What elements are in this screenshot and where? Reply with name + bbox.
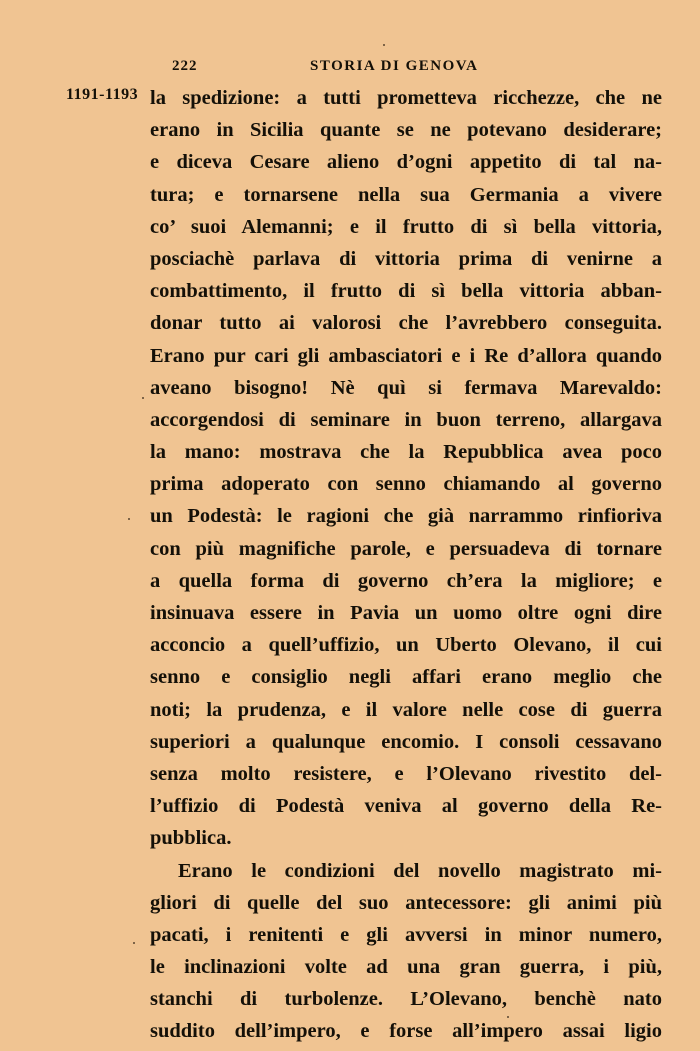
text-line: posciachè parlava di vittoria prima di venirne a bbox=[150, 247, 662, 270]
text-line: un Podestà: le ragioni che già narrammo rinfioriva bbox=[150, 505, 662, 528]
text-line: tura; e tornarsene nella sua Germania a vivere bbox=[150, 183, 662, 206]
text-line: prima adoperato con senno chiamando al governo bbox=[150, 473, 662, 496]
text-line: la spedizione: a tutti prometteva ricchezze, che ne bbox=[150, 87, 662, 109]
text-line: superiori a qualunque encomio. I consoli cessavano bbox=[150, 730, 662, 753]
paper-speck bbox=[507, 1016, 509, 1018]
paper-speck bbox=[142, 397, 144, 399]
text-line: insinuava essere in Pavia un uomo oltre ogni dire bbox=[150, 602, 662, 624]
text-line: aveano bisogno! Nè quì si fermava Marevaldo: bbox=[150, 376, 662, 399]
text-line: pacati, i renitenti e gli avversi in minor numero, bbox=[150, 923, 662, 946]
text-line: erano in Sicilia quante se ne potevano desiderare; bbox=[150, 119, 662, 142]
page-number: 222 bbox=[172, 58, 198, 74]
text-line: Erano pur cari gli ambasciatori e i Re d’allora quando bbox=[150, 344, 662, 367]
paper-speck bbox=[128, 518, 130, 520]
text-line: co’ suoi Alemanni; e il frutto di sì bella vittoria, bbox=[150, 215, 662, 238]
text-line: senza molto resistere, e l’Olevano rivestito del- bbox=[150, 762, 662, 785]
text-line: noti; la prudenza, e il valore nelle cose di guerra bbox=[150, 698, 662, 721]
running-title: STORIA DI GENOVA bbox=[310, 58, 479, 74]
paragraph-last-line: pubblica. bbox=[150, 827, 232, 850]
text-line: stanchi di turbolenze. L’Olevano, benchè nato bbox=[150, 988, 662, 1011]
text-line: la mano: mostrava che la Repubblica avea poco bbox=[150, 441, 662, 464]
text-line: gliori di quelle del suo antecessore: gli animi più bbox=[150, 891, 662, 914]
text-line: con più magnifiche parole, e persuadeva di tornare bbox=[150, 537, 662, 560]
paper-speck bbox=[383, 44, 385, 46]
text-line: donar tutto ai valorosi che l’avrebbero conseguita. bbox=[150, 312, 662, 335]
margin-date-note: 1191-1193 bbox=[66, 86, 139, 103]
text-line: acconcio a quell’uffizio, un Uberto Olevano, il cui bbox=[150, 634, 662, 657]
text-line: a quella forma di governo ch’era la migliore; e bbox=[150, 569, 662, 592]
text-line: l’uffizio di Podestà veniva al governo della Re- bbox=[150, 795, 662, 818]
text-line: le inclinazioni volte ad una gran guerra, i più, bbox=[150, 956, 662, 979]
text-line: suddito dell’impero, e forse all’impero assai ligio bbox=[150, 1020, 662, 1043]
text-line: accorgendosi di seminare in buon terreno, allargava bbox=[150, 408, 662, 431]
paper-speck bbox=[133, 942, 135, 944]
text-line: senno e consiglio negli affari erano meglio che bbox=[150, 666, 662, 689]
page-header bbox=[150, 58, 662, 82]
text-line: e diceva Cesare alieno d’ogni appetito di tal na- bbox=[150, 151, 662, 174]
body-text bbox=[150, 82, 662, 1048]
text-line: combattimento, il frutto di sì bella vittoria abban- bbox=[150, 280, 662, 303]
paragraph-first-line: Erano le condizioni del novello magistrato mi- bbox=[178, 859, 662, 882]
